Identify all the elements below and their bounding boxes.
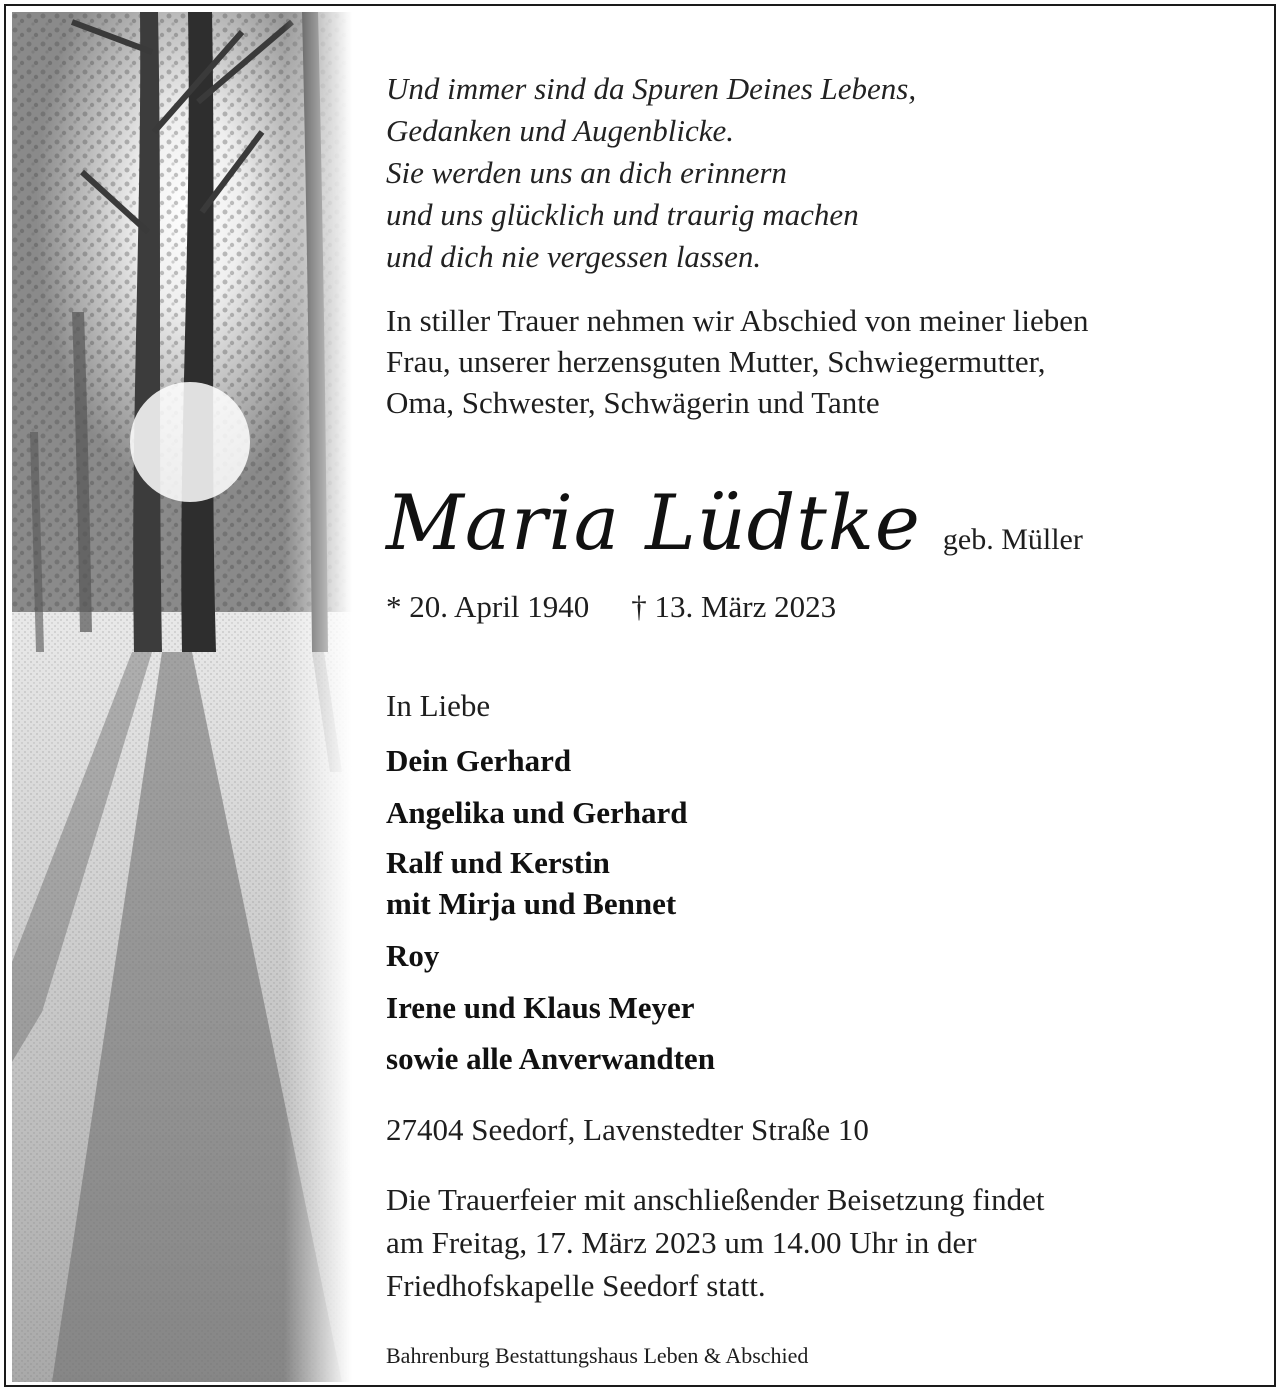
address: 27404 Seedorf, Lavenstedter Straße 10 <box>386 1112 869 1147</box>
mourner-group <box>386 987 695 1028</box>
mourner-line: sowie alle Anverwandten <box>386 1041 715 1076</box>
mourner-line: Dein Gerhard <box>386 743 572 778</box>
funeral-home: Bahrenburg Bestattungshaus Leben & Abschied <box>386 1343 809 1368</box>
mourner-group <box>386 792 687 833</box>
poem-line: und dich nie vergessen lassen. <box>386 239 762 274</box>
deceased-name-row <box>386 478 1083 567</box>
tree-photo <box>12 12 352 1382</box>
obituary-notice <box>4 4 1276 1387</box>
mourner-group <box>386 935 439 976</box>
poem-line: Sie werden uns an dich erinnern <box>386 155 787 190</box>
death-date: † 13. März 2023 <box>631 589 837 624</box>
mourner-line: mit Mirja und Bennet <box>386 886 677 921</box>
mourner-line: Irene und Klaus Meyer <box>386 990 695 1025</box>
life-dates <box>386 589 836 625</box>
poem-line: Und immer sind da Spuren Deines Lebens, <box>386 71 917 106</box>
poem-line: und uns glücklich und traurig machen <box>386 197 859 232</box>
maiden-name: geb. Müller <box>942 523 1083 556</box>
birth-date: * 20. April 1940 <box>386 589 590 624</box>
intro-line: In stiller Trauer nehmen wir Abschied von meiner lieben <box>386 303 1089 338</box>
intro-line: Frau, unserer herzensguten Mutter, Schwiegermutter, <box>386 344 1046 379</box>
service-line: am Freitag, 17. März 2023 um 14.00 Uhr in der <box>386 1225 977 1260</box>
mourner-group <box>386 740 571 781</box>
service-line: Die Trauerfeier mit anschließender Beisetzung findet <box>386 1182 1045 1217</box>
intro-line: Oma, Schwester, Schwägerin und Tante <box>386 385 880 420</box>
mourners-intro: In Liebe <box>386 688 491 723</box>
intro-text <box>386 300 1089 423</box>
deceased-name: Maria Lüdtke <box>386 478 921 567</box>
mourner-line: Ralf und Kerstin <box>386 845 610 880</box>
poem <box>386 68 916 278</box>
mourner-group <box>386 1038 715 1079</box>
service-line: Friedhofskapelle Seedorf statt. <box>386 1268 766 1303</box>
mourner-line: Angelika und Gerhard <box>386 795 688 830</box>
funeral-service-info <box>386 1178 1045 1307</box>
mourner-group <box>386 842 676 924</box>
poem-line: Gedanken und Augenblicke. <box>386 113 735 148</box>
mourner-line: Roy <box>386 938 440 973</box>
